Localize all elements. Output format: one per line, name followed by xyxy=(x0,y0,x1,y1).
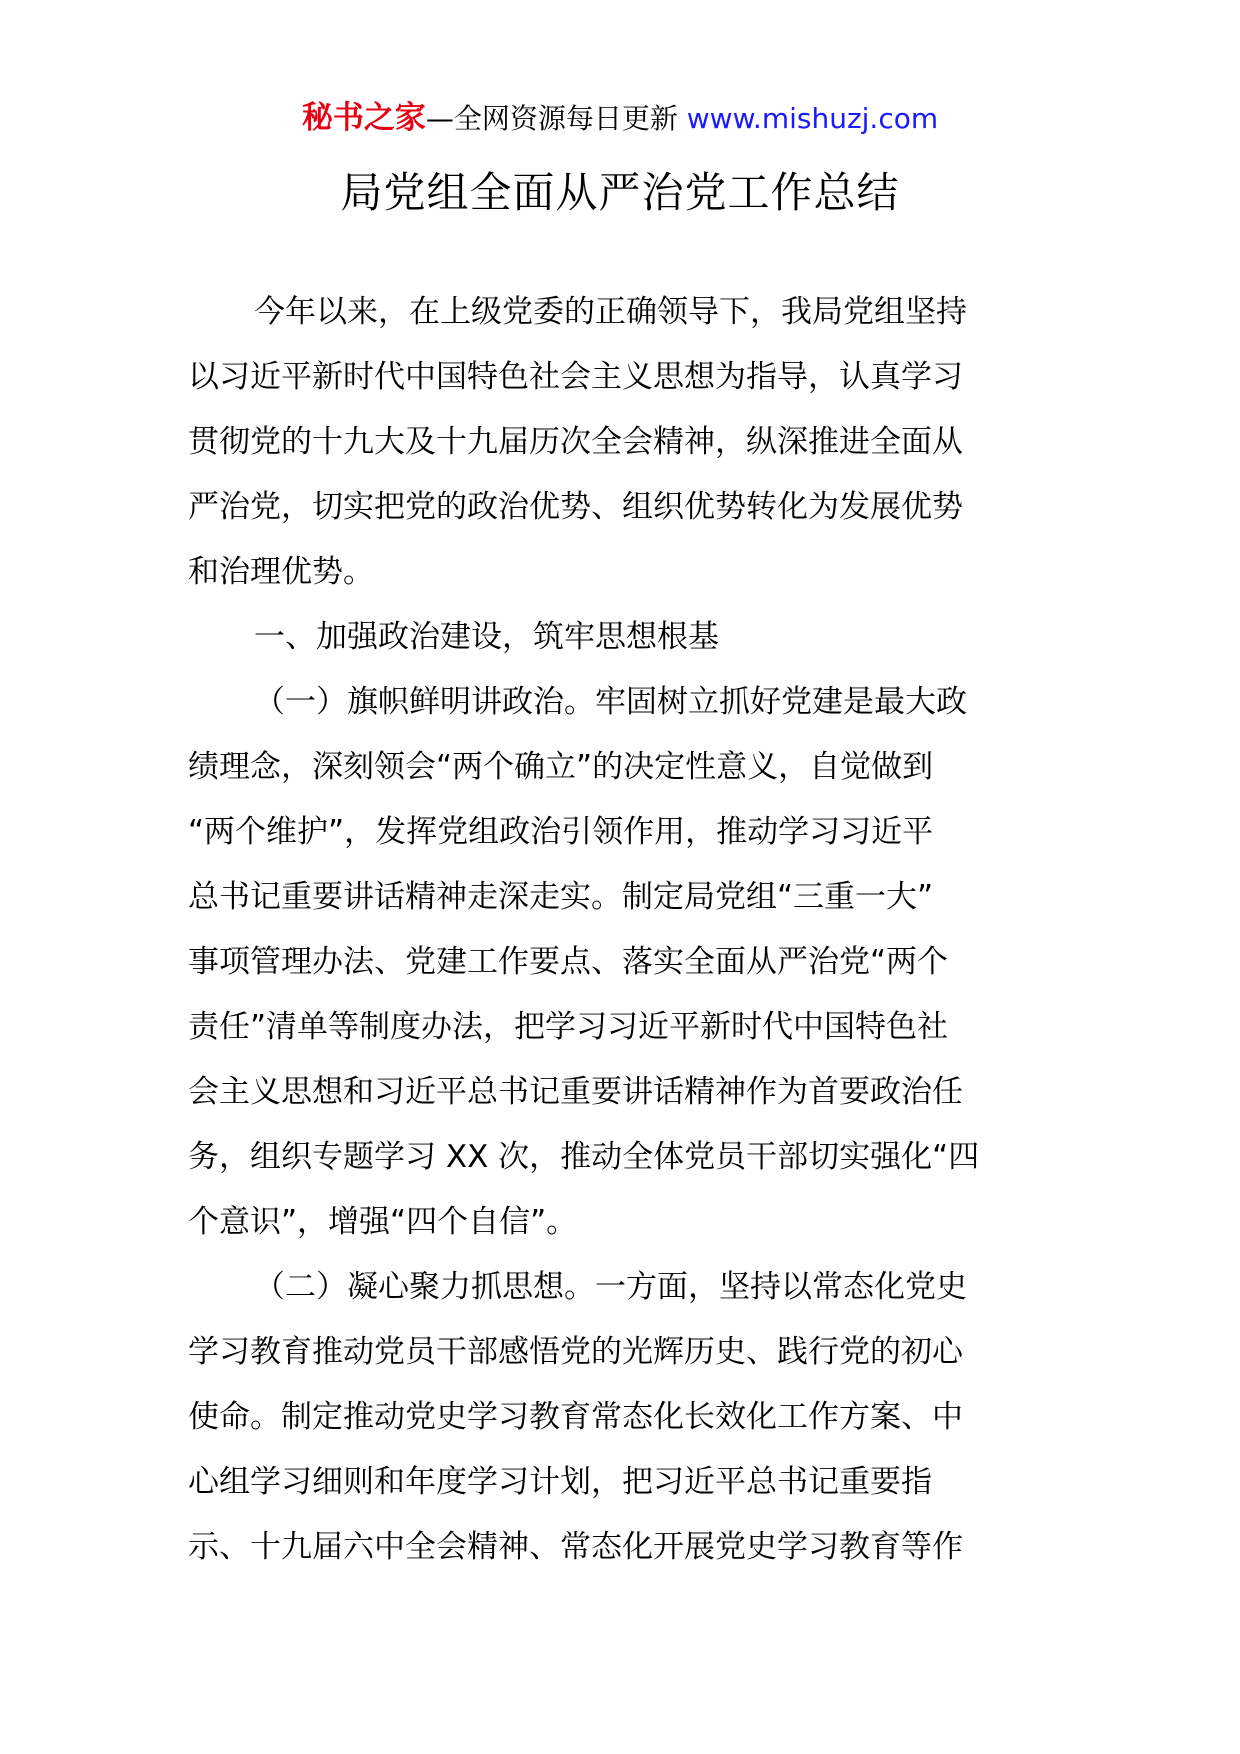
brand-name: 秘书之家 xyxy=(301,100,426,136)
website-url[interactable]: www.mishuzj.com xyxy=(686,102,939,135)
body-text-line: 总书记重要讲话精神走深走实。制定局党组“三重一大” xyxy=(188,879,934,915)
body-text-line: “两个维护”，发挥党组政治引领作用，推动学习习近平 xyxy=(188,814,934,850)
body-text-line: 严治党，切实把党的政治优势、组织优势转化为发展优势 xyxy=(188,489,963,525)
header-tagline: —全网资源每日更新 xyxy=(425,102,687,135)
body-text-line: 和治理优势。 xyxy=(188,554,374,590)
body-text-line: 心组学习细则和年度学习计划，把习近平总书记重要指 xyxy=(188,1464,932,1500)
body-text-line: 学习教育推动党员干部感悟党的光辉历史、践行党的初心 xyxy=(188,1334,963,1370)
body-text-line: 责任”清单等制度办法，把学习习近平新时代中国特色社 xyxy=(188,1009,949,1045)
body-text-line: 贯彻党的十九大及十九届历次全会精神，纵深推进全面从 xyxy=(188,424,963,460)
body-text-line: 绩理念，深刻领会“两个确立”的决定性意义，自觉做到 xyxy=(188,749,934,785)
body-text-line: 会主义思想和习近平总书记重要讲话精神作为首要政治任 xyxy=(188,1074,963,1110)
document-body xyxy=(188,290,1058,1590)
body-text-line: 今年以来，在上级党委的正确领导下，我局党组坚持 xyxy=(254,294,967,330)
body-text-line: 使命。制定推动党史学习教育常态化长效化工作方案、中 xyxy=(188,1399,963,1435)
document-title: 局党组全面从严治党工作总结 xyxy=(340,168,900,217)
body-text-line: （一）旗帜鲜明讲政治。牢固树立抓好党建是最大政 xyxy=(254,684,967,720)
body-text-line: 一、加强政治建设，筑牢思想根基 xyxy=(254,619,719,655)
body-text-line: 以习近平新时代中国特色社会主义思想为指导，认真学习 xyxy=(188,359,963,395)
body-text-line: （二）凝心聚力抓思想。一方面，坚持以常态化党史 xyxy=(254,1269,967,1305)
body-text-line: 事项管理办法、党建工作要点、落实全面从严治党“两个 xyxy=(188,944,949,980)
body-text-line: 务，组织专题学习 XX 次，推动全体党员干部切实强化“四 xyxy=(188,1139,980,1175)
document-header xyxy=(0,98,1240,139)
body-text-line: 个意识”，增强“四个自信”。 xyxy=(188,1204,578,1240)
body-text-line: 示、十九届六中全会精神、常态化开展党史学习教育等作 xyxy=(188,1529,963,1565)
